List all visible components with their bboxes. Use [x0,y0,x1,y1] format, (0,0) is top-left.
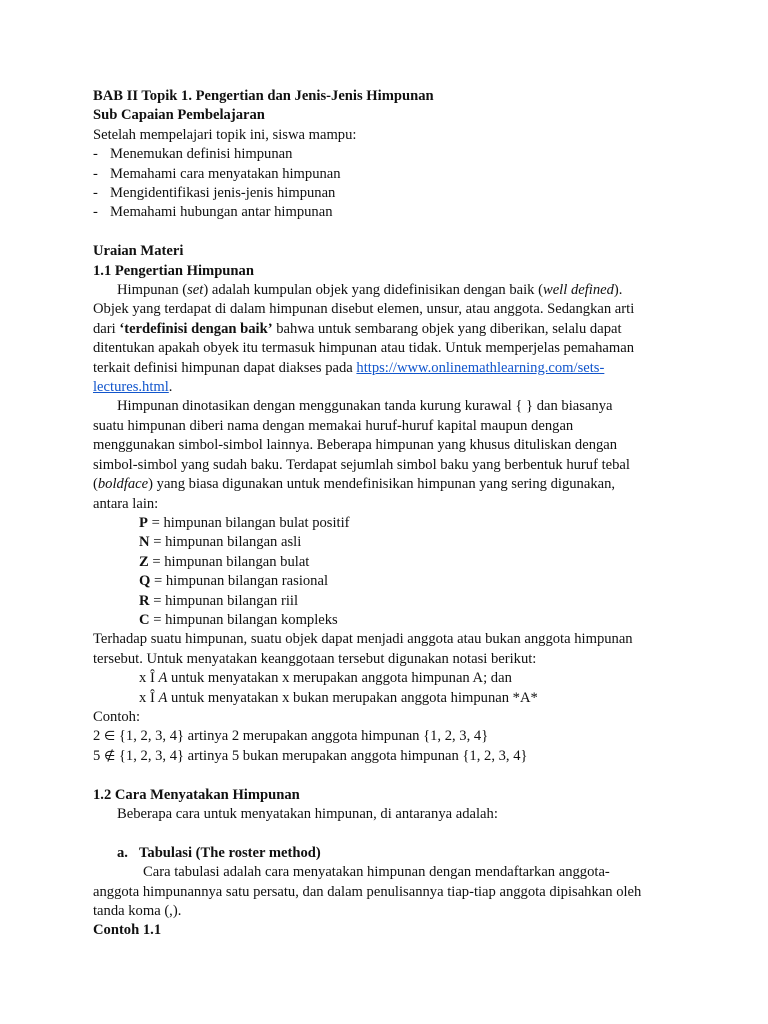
section-1-1-heading: 1.1 Pengertian Himpunan [93,262,254,279]
paragraph-line: simbol-simbol yang sudah baku. Terdapat sejumlah simbol baku yang berbentuk huruf tebal [93,456,630,473]
paragraph-line: Terhadap suatu himpunan, suatu objek dapat menjadi anggota atau bukan anggota himpunan [93,631,633,648]
paragraph-line: Cara tabulasi adalah cara menyatakan himpunan dengan mendaftarkan anggota- [143,864,610,881]
spacer [93,223,683,242]
paragraph-line: Himpunan (set) adalah kumpulan objek yang didefinisikan dengan baik (well defined). [117,282,623,299]
paragraph-line: tanda koma (,). [93,903,182,920]
notation-line: x Î A untuk menyatakan x merupakan anggota himpunan A; dan [139,670,512,687]
objective-item: - Memahami hubungan antar himpunan [93,204,333,221]
element-of-icon: ∈ [103,729,116,745]
chapter-heading: BAB II Topik 1. Pengertian dan Jenis-Jenis Himpunan [93,88,434,104]
paragraph-line: antara lain: [93,495,159,512]
paragraph-line: dari ‘terdefinisi dengan baik’ bahwa untuk sembarang objek yang diberikan, selalu dapat [93,320,622,337]
spacer [93,766,683,785]
paragraph-line: suatu himpunan diberi nama dengan memakai huruf-huruf kapital maupun dengan [93,417,574,434]
contoh-label: Contoh: [93,708,141,725]
paragraph-line: anggota himpunannya satu persatu, dan dalam penulisannya tiap-tiap anggota dipisahkan oleh [93,883,642,900]
contoh-1-1-label: Contoh 1.1 [93,922,162,939]
objective-item: - Memahami cara menyatakan himpunan [93,165,341,182]
paragraph-line: lectures.html. [93,379,173,396]
not-element-of-icon: ∉ [103,748,116,764]
objective-item: - Menemukan definisi himpunan [93,146,293,163]
document-body [93,87,683,941]
paragraph-line: tersebut. Untuk menyatakan keanggotaan tersebut digunakan notasi berikut: [93,650,537,667]
symbol-definition: R = himpunan bilangan riil [139,592,299,609]
symbol-definition: Q = himpunan bilangan rasional [139,573,328,590]
paragraph-line: Objek yang terdapat di dalam himpunan disebut elemen, unsur, atau anggota. Sedangkan arti [93,301,635,318]
subcap-heading: Sub Capaian Pembelajaran [93,107,265,124]
objective-item: - Mengidentifikasi jenis-jenis himpunan [93,185,336,202]
paragraph-line: ditentukan apakah obyek itu termasuk himpunan atau tidak. Untuk memperjelas pemahaman [93,340,635,357]
uraian-heading: Uraian Materi [93,243,184,260]
symbol-definition: N = himpunan bilangan asli [139,534,302,551]
symbol-definition: Z = himpunan bilangan bulat [139,553,310,570]
section-1-2-heading: 1.2 Cara Menyatakan Himpunan [93,786,300,803]
notation-line: x Î A untuk menyatakan x bukan merupakan anggota himpunan *A* [139,689,538,706]
paragraph-line: Beberapa cara untuk menyatakan himpunan, di antaranya adalah: [117,806,498,822]
spacer [93,824,683,843]
reference-link-continued[interactable]: lectures.html [93,379,169,396]
symbol-definition: P = himpunan bilangan bulat positif [139,514,350,531]
intro-text: Setelah mempelajari topik ini, siswa mampu: [93,126,357,143]
paragraph-line: menggunakan simbol-simbol lainnya. Beberapa himpunan yang khusus dituliskan dengan [93,437,618,454]
example-line: 2 ∈ {1, 2, 3, 4} artinya 2 merupakan anggota himpunan {1, 2, 3, 4} [93,728,489,745]
example-line: 5 ∉ {1, 2, 3, 4} artinya 5 bukan merupakan anggota himpunan {1, 2, 3, 4} [93,747,528,764]
paragraph-line: Himpunan dinotasikan dengan menggunakan tanda kurung kurawal { } dan biasanya [117,398,613,415]
subsection-a-heading: a. Tabulasi (The roster method) [117,844,321,861]
reference-link[interactable]: https://www.onlinemathlearning.com/sets- [356,359,605,376]
paragraph-line: terkait definisi himpunan dapat diakses pada https://www.onlinemathlearning.com/sets- [93,359,605,376]
symbol-definition: C = himpunan bilangan kompleks [139,611,338,628]
paragraph-line: (boldface) yang biasa digunakan untuk mendefinisikan himpunan yang sering digunakan, [93,476,616,493]
